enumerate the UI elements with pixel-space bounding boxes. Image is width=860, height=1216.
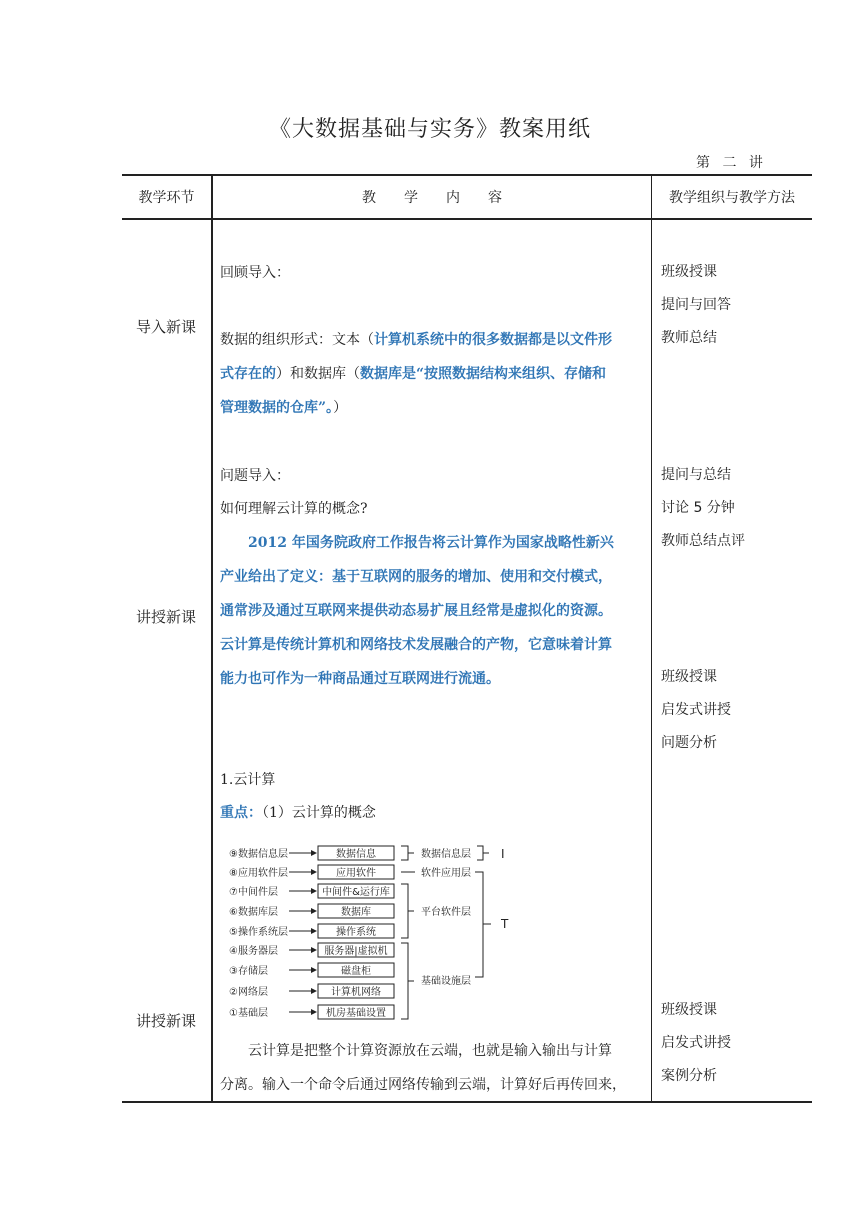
- mark-t: T: [501, 917, 509, 931]
- method-item: 班级授课: [661, 1002, 717, 1018]
- method-item: 班级授课: [661, 264, 717, 280]
- org-text-b: 计算机系统中的很多数据都是以文件形: [374, 332, 612, 348]
- group-label: 基础设施层: [421, 976, 471, 987]
- cloud-definition-line: 云计算是传统计算机和网络技术发展融合的产物，它意味着计算: [220, 637, 612, 653]
- closing-paragraph: [220, 1034, 650, 1102]
- segment-teach-1: 讲授新课: [136, 608, 197, 626]
- layer-box-label: 数据库: [341, 907, 371, 918]
- key-text: （1）云计算的概念: [262, 805, 376, 821]
- group-label: 软件应用层: [421, 868, 471, 879]
- header-method: 教学组织与教学方法: [669, 190, 795, 206]
- layer-label: ⑤操作系统层: [229, 927, 288, 938]
- cloud-definition: [220, 526, 650, 696]
- segment-teach-2: 讲授新课: [136, 1012, 197, 1030]
- layer-label: ④服务器层: [229, 946, 278, 957]
- method-item: 提问与总结: [661, 467, 731, 483]
- data-organization-paragraph: [220, 323, 648, 425]
- document-title: 《大数据基础与实务》教案用纸: [268, 117, 591, 142]
- layer-box-label: 数据信息: [336, 849, 376, 860]
- key-point: [220, 796, 376, 830]
- layer-box-label: 操作系统: [336, 927, 376, 938]
- layer-label: ②网络层: [229, 987, 268, 998]
- brace-platform: [401, 884, 414, 938]
- method-item: 教师总结: [661, 330, 717, 346]
- method-item: 提问与回答: [661, 297, 731, 313]
- org-text-d: ）和数据库（: [276, 366, 360, 382]
- layer-label: ⑦中间件层: [229, 887, 278, 898]
- review-intro: 回顾导入：: [220, 265, 290, 281]
- header-stage: 教学环节: [138, 190, 195, 206]
- method-group-3: [661, 661, 731, 760]
- layer-box-label: 中间件&运行库: [322, 887, 390, 898]
- arrow-head: [311, 928, 317, 934]
- method-item: 启发式讲授: [661, 702, 731, 718]
- brace-i: [477, 846, 489, 860]
- cloud-definition-line: 通常涉及通过互联网来提供动态易扩展且经常是虚拟化的资源。: [220, 603, 612, 619]
- layer-box-label: 应用软件: [336, 868, 376, 879]
- lecture-number: 第 二 讲: [696, 155, 767, 171]
- method-group-2: [661, 459, 745, 558]
- org-text-e: 数据库是“按照数据结构来组织、存储和: [360, 366, 607, 382]
- layer-box-label: 磁盘柜: [341, 966, 371, 977]
- arrow-head: [311, 888, 317, 894]
- layer-box-label: 机房基础设置: [326, 1008, 386, 1019]
- method-item: 问题分析: [661, 735, 717, 751]
- method-item: 讨论 5 分钟: [661, 500, 735, 516]
- method-group-1: [661, 256, 731, 355]
- cloud-definition-line: 能力也可作为一种商品通过互联网进行流通。: [220, 671, 500, 687]
- layer-label: ③存储层: [229, 966, 268, 977]
- method-item: 教师总结点评: [661, 533, 745, 549]
- cloud-definition-line: 产业给出了定义：基于互联网的服务的增加、使用和交付模式，: [220, 569, 612, 585]
- arrow-head: [311, 850, 317, 856]
- cloud-definition-line: 2012 年国务院政府工作报告将云计算作为国家战略性新兴: [248, 535, 614, 551]
- section-heading: 1.云计算: [220, 772, 276, 788]
- brace-t: [475, 872, 491, 977]
- arrow-head: [311, 947, 317, 953]
- method-item: 启发式讲授: [661, 1035, 731, 1051]
- org-text-f: 管理数据的仓库”。: [220, 400, 334, 416]
- header-content: 教 学 内 容: [362, 190, 502, 206]
- brace-infra: [401, 943, 414, 1019]
- closing-line: 云计算是把整个计算资源放在云端，也就是输入输出与计算: [248, 1043, 612, 1059]
- layer-label: ①基础层: [229, 1008, 268, 1019]
- segment-intro: 导入新课: [136, 318, 197, 336]
- arrow-head: [311, 1009, 317, 1015]
- group-label: 平台软件层: [421, 907, 471, 918]
- header-bottom-border: [122, 218, 812, 220]
- question-text: 如何理解云计算的概念?: [220, 501, 368, 517]
- closing-line: 分离。输入一个命令后通过网络传输到云端，计算好后再传回来，: [220, 1077, 626, 1093]
- layer-label: ⑨数据信息层: [229, 849, 288, 860]
- org-text-g: ）: [333, 400, 348, 416]
- brace-data-info: [401, 846, 414, 860]
- arrow-head: [311, 967, 317, 973]
- method-item: 班级授课: [661, 669, 717, 685]
- method-item: 案例分析: [661, 1068, 717, 1084]
- arrow-head: [311, 988, 317, 994]
- arrow-head: [311, 869, 317, 875]
- org-text-a: 数据的组织形式：文本（: [220, 332, 374, 348]
- layer-label: ⑥数据库层: [229, 907, 278, 918]
- layer-label: ⑧应用软件层: [229, 868, 288, 879]
- group-label: 数据信息层: [421, 849, 471, 860]
- arrow-head: [311, 908, 317, 914]
- key-label: 重点：: [220, 805, 262, 821]
- layer-box-label: 计算机网络: [331, 987, 381, 998]
- method-group-4: [661, 994, 731, 1093]
- mark-i: I: [501, 847, 505, 861]
- column-divider-1: [211, 175, 213, 1102]
- cloud-layer-diagram: [225, 838, 525, 1026]
- question-intro: 问题导入：: [220, 468, 290, 484]
- layer-box-label: 服务器|虚拟机: [324, 946, 388, 957]
- column-divider-2: [651, 175, 652, 1102]
- org-text-c: 式存在的: [220, 366, 276, 382]
